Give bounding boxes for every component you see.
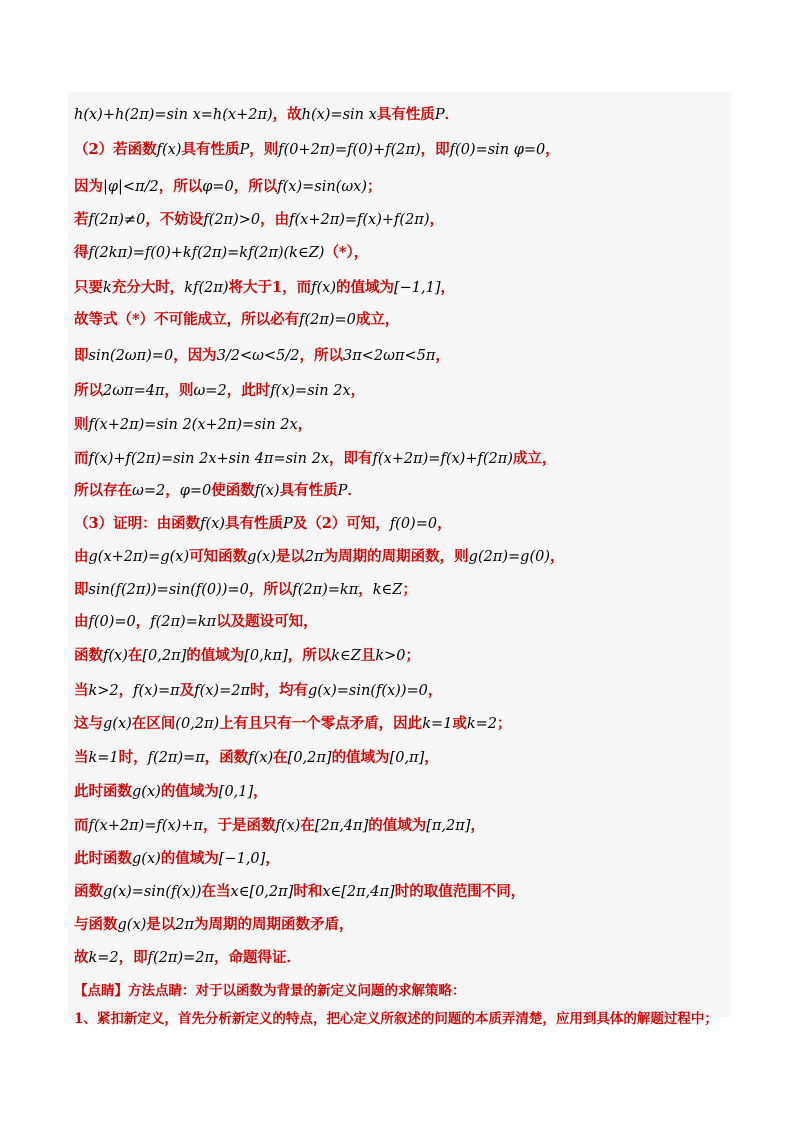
solution-line	[74, 346, 727, 366]
math-expression: k=1	[88, 750, 119, 766]
math-expression: f(0)=0	[88, 614, 136, 630]
solution-line	[74, 481, 727, 501]
math-expression: g(x+2π)=g(x)	[88, 549, 190, 565]
text-segment: ；	[402, 581, 417, 598]
text-segment: 充分大时，	[111, 279, 185, 296]
math-expression: φ=0	[202, 179, 234, 195]
math-expression: k∈Z	[372, 582, 403, 598]
math-expression: f(0)=0	[389, 516, 438, 532]
solution-line	[74, 449, 727, 469]
text-segment: 故等式（*）不可能成立，所以必有	[74, 311, 300, 328]
math-expression: f(0+2π)=f(0)+f(2π)	[278, 142, 421, 158]
text-segment: 的值域为	[331, 749, 390, 766]
math-expression: P	[337, 483, 348, 499]
math-expression: f(x+2π)=sin 2(x+2π)=sin 2x	[88, 417, 298, 433]
text-segment: ，此时	[226, 382, 271, 399]
solution-line	[74, 646, 727, 666]
math-expression: f(2π)≠0	[88, 212, 146, 228]
text-segment: 在当	[201, 883, 231, 900]
text-segment: ，即	[420, 141, 450, 158]
solution-line	[74, 547, 727, 567]
text-segment: 函数	[74, 647, 103, 664]
math-expression: f(x)=π	[133, 683, 180, 699]
text-segment: 及	[179, 682, 195, 699]
text-segment: ，	[358, 581, 373, 598]
math-expression: f(x)	[103, 648, 128, 664]
solution-line	[74, 816, 727, 836]
solution-line	[74, 981, 727, 1001]
text-segment: 因为	[74, 178, 103, 195]
text-segment: 只要	[74, 279, 103, 296]
text-segment: 时的取值范围不同，	[394, 883, 526, 900]
text-segment: 与函数	[74, 916, 118, 933]
text-segment: ，则	[164, 382, 194, 399]
math-expression: 2π	[175, 917, 195, 933]
text-segment: 以及题设可知，	[216, 613, 318, 630]
text-segment: ，	[350, 382, 366, 399]
math-expression: 2π	[304, 549, 324, 565]
solution-line	[74, 748, 727, 768]
text-segment: 或	[452, 715, 467, 732]
math-expression: f(2π)=0	[299, 312, 356, 328]
text-segment: 使函数	[211, 482, 255, 499]
solution-line	[74, 177, 727, 197]
math-expression: g(x)=sin(f(x))	[103, 884, 202, 900]
math-expression: f(x)	[156, 142, 182, 158]
text-segment: ，	[165, 482, 180, 499]
solution-line	[74, 415, 727, 435]
solution-line	[74, 849, 727, 869]
math-expression: [0,π]	[389, 750, 425, 766]
text-segment: 所以	[74, 382, 103, 399]
math-expression: ω=2	[193, 383, 227, 399]
math-expression: k=1	[422, 716, 453, 732]
math-expression: [−1,0]	[218, 851, 266, 867]
text-segment: 将大于1，而	[228, 279, 312, 296]
math-expression: P	[239, 142, 250, 158]
solution-content	[68, 92, 731, 1027]
math-expression: k>2	[88, 683, 119, 699]
solution-line	[74, 580, 727, 600]
solution-line	[74, 381, 727, 401]
text-segment: 由	[74, 613, 89, 630]
text-segment: ，	[297, 416, 313, 433]
solution-line	[74, 514, 727, 534]
math-expression: f(0)=sin φ=0	[449, 142, 546, 158]
math-expression: x∈[0,2π]	[230, 884, 294, 900]
text-segment: ，	[437, 515, 452, 532]
text-segment: ，所以	[299, 347, 343, 364]
math-expression: |φ|<π/2	[103, 179, 159, 195]
text-segment: 即	[74, 347, 89, 364]
solution-line	[74, 612, 727, 632]
math-expression: f(x+2π)=f(x)+π	[88, 818, 203, 834]
math-expression: k	[103, 280, 112, 296]
text-segment: ，	[135, 613, 151, 630]
math-expression: f(x+2π)=f(x)+f(2π)	[372, 451, 513, 467]
text-segment: 具有性质	[181, 141, 240, 158]
text-segment: 可知函数	[189, 548, 248, 565]
text-segment: ，故	[272, 106, 302, 123]
text-segment: ，	[429, 211, 444, 228]
text-segment: ；	[405, 647, 421, 664]
text-segment: ，由	[260, 211, 290, 228]
math-expression: [0,kπ]	[244, 648, 288, 664]
math-expression: [0,2π]	[142, 648, 187, 664]
text-segment: 具有性质	[224, 515, 283, 532]
math-expression: f(x)=2π	[194, 683, 250, 699]
solution-line	[74, 243, 727, 263]
math-expression: k∈Z	[331, 648, 361, 664]
math-expression: sin(f(2π))=sin(f(0))=0	[88, 582, 249, 598]
math-expression: [2π,4π]	[314, 818, 369, 834]
text-segment: ，函数	[204, 749, 249, 766]
text-segment: 函数	[74, 883, 103, 900]
solution-line	[74, 681, 727, 701]
text-segment: 即	[74, 581, 89, 598]
math-expression: g(x)	[103, 716, 132, 732]
math-expression: f(x+2π)=f(x)+f(2π)	[289, 212, 430, 228]
math-expression: g(x)	[132, 784, 161, 800]
text-segment: ，	[435, 347, 450, 364]
text-segment: （*），	[324, 244, 369, 261]
text-segment: ，	[427, 682, 443, 699]
text-segment: 当	[74, 682, 89, 699]
math-expression: g(x)	[117, 917, 147, 933]
text-segment: 成立，	[355, 311, 400, 328]
text-segment: ，	[424, 749, 439, 766]
text-segment: 在	[300, 817, 315, 834]
text-segment: ；	[497, 715, 512, 732]
solution-line	[74, 882, 727, 902]
text-segment: ，	[440, 279, 456, 296]
text-segment: ，于是函数	[202, 817, 276, 834]
math-expression: φ=0	[179, 483, 212, 499]
text-segment: 为周期的周期函数，则	[323, 548, 469, 565]
text-segment: 的值域为	[368, 817, 427, 834]
math-expression: f(2π)>0	[203, 212, 261, 228]
math-expression: f(2π)=kπ	[292, 582, 359, 598]
math-expression: g(x)	[247, 549, 276, 565]
solution-line	[74, 1009, 727, 1029]
text-segment: 时和	[293, 883, 323, 900]
text-segment: ，所以	[158, 178, 203, 195]
math-expression: h(x)=sin x	[301, 107, 377, 123]
solution-line	[74, 210, 727, 230]
text-segment: 而	[74, 450, 89, 467]
text-segment: ，	[118, 682, 134, 699]
text-segment: 得	[74, 244, 89, 261]
math-expression: f(x)	[275, 818, 301, 834]
math-expression: P	[282, 516, 293, 532]
text-segment: ，	[549, 548, 565, 565]
text-segment: ；	[367, 178, 382, 195]
text-segment: 具有性质	[376, 106, 435, 123]
math-expression: P	[434, 107, 445, 123]
text-segment: ，	[545, 141, 560, 158]
text-segment: 及（2）可知，	[292, 515, 390, 532]
math-expression: [π,2π]	[426, 818, 471, 834]
math-expression: f(x)=sin(ωx)	[277, 179, 367, 195]
math-expression: kf(2π)	[184, 280, 229, 296]
math-expression: [−1,1]	[393, 280, 441, 296]
text-segment: ，不妨设	[145, 211, 204, 228]
text-segment: ，所以	[287, 647, 332, 664]
text-segment: 的值域为	[160, 783, 219, 800]
text-segment: （3）证明：由函数	[74, 515, 201, 532]
text-segment: 是以	[146, 916, 176, 933]
text-segment: ，所以	[248, 581, 293, 598]
text-segment: 在	[273, 749, 288, 766]
math-expression: f(x)	[311, 280, 336, 296]
math-expression: g(x)	[132, 851, 161, 867]
math-expression: ω=2	[132, 483, 166, 499]
math-expression: f(x)	[248, 750, 274, 766]
math-expression: 3π<2ωπ<5π	[342, 348, 436, 364]
math-expression: sin(2ωπ)=0	[88, 348, 174, 364]
text-segment: 此时函数	[74, 783, 132, 800]
text-segment: ，	[253, 783, 268, 800]
text-segment: ，即有	[329, 450, 373, 467]
text-segment: 时，	[118, 749, 148, 766]
text-segment: 的值域为	[186, 647, 245, 664]
text-segment: 【点睛】方法点睛：对于以函数为背景的新定义问题的求解策略：	[74, 983, 466, 999]
text-segment: 所以存在	[74, 482, 132, 499]
solution-line	[74, 310, 727, 330]
math-expression: f(x)+f(2π)=sin 2x+sin 4π=sin 2x	[88, 451, 330, 467]
text-segment: ，则	[249, 141, 279, 158]
text-segment: ，因为	[173, 347, 217, 364]
math-expression: g(2π)=g(0)	[468, 549, 550, 565]
text-segment: 当	[74, 749, 89, 766]
math-expression: k=2	[88, 950, 119, 966]
text-segment: 的值域为	[335, 279, 394, 296]
math-expression: k>0	[375, 648, 406, 664]
solution-line	[74, 105, 727, 125]
text-segment: 上有且只有一个零点矛盾，因此	[219, 715, 423, 732]
text-segment: 若	[74, 211, 89, 228]
solution-line	[74, 782, 727, 802]
text-segment: 由	[74, 548, 89, 565]
text-segment: 时，均有	[249, 682, 308, 699]
text-segment: （2）若函数	[74, 141, 157, 158]
math-expression: (0,2π)	[175, 716, 220, 732]
solution-line	[74, 140, 727, 160]
math-expression: [0,2π]	[287, 750, 332, 766]
text-segment: 故	[74, 949, 89, 966]
text-segment: 具有性质	[279, 482, 338, 499]
solution-line	[74, 278, 727, 298]
text-segment: ，即	[118, 949, 148, 966]
text-segment: ，命题得证．	[214, 949, 302, 966]
math-expression: f(2π)=π	[147, 750, 205, 766]
solution-line	[74, 948, 727, 968]
math-expression: k=2	[466, 716, 498, 732]
text-segment: ．	[444, 106, 460, 123]
math-expression: [0,1]	[218, 784, 254, 800]
math-expression: f(2π)=2π	[147, 950, 215, 966]
text-segment: 在	[127, 647, 143, 664]
math-expression: x∈[2π,4π]	[322, 884, 395, 900]
text-segment: 是以	[275, 548, 305, 565]
text-segment: 这与	[74, 715, 103, 732]
math-expression: f(x)	[254, 483, 280, 499]
text-segment: ，所以	[233, 178, 278, 195]
math-expression: f(2π)=kπ	[150, 614, 217, 630]
text-segment: 此时函数	[74, 850, 132, 867]
text-segment: 成立，	[512, 450, 557, 467]
math-expression: f(x)=sin 2x	[270, 383, 351, 399]
math-expression: 3/2<ω<5/2	[216, 348, 300, 364]
text-segment: ．	[347, 482, 362, 499]
text-segment: 则	[74, 416, 89, 433]
text-segment: 且	[360, 647, 376, 664]
text-segment: 1、紧扣新定义，首先分析新定义的特点，把心定义所叙述的问题的本质弄清楚，应用到具体的解题过程中；	[74, 1011, 718, 1027]
math-expression: 2ωπ=4π	[103, 383, 165, 399]
solution-line	[74, 714, 727, 734]
math-expression: f(2kπ)=f(0)+kf(2π)=kf(2π)(k∈Z)	[88, 245, 325, 261]
text-segment: 而	[74, 817, 89, 834]
math-expression: f(x)	[200, 516, 225, 532]
solution-line	[74, 915, 727, 935]
text-segment: 的值域为	[160, 850, 219, 867]
text-segment: ，	[265, 850, 280, 867]
text-segment: 为周期的周期函数矛盾，	[194, 916, 354, 933]
math-expression: g(x)=sin(f(x))=0	[307, 683, 428, 699]
text-segment: 在区间	[131, 715, 176, 732]
math-expression: h(x)+h(2π)=sin x=h(x+2π)	[74, 107, 273, 123]
text-segment: ，	[470, 817, 485, 834]
